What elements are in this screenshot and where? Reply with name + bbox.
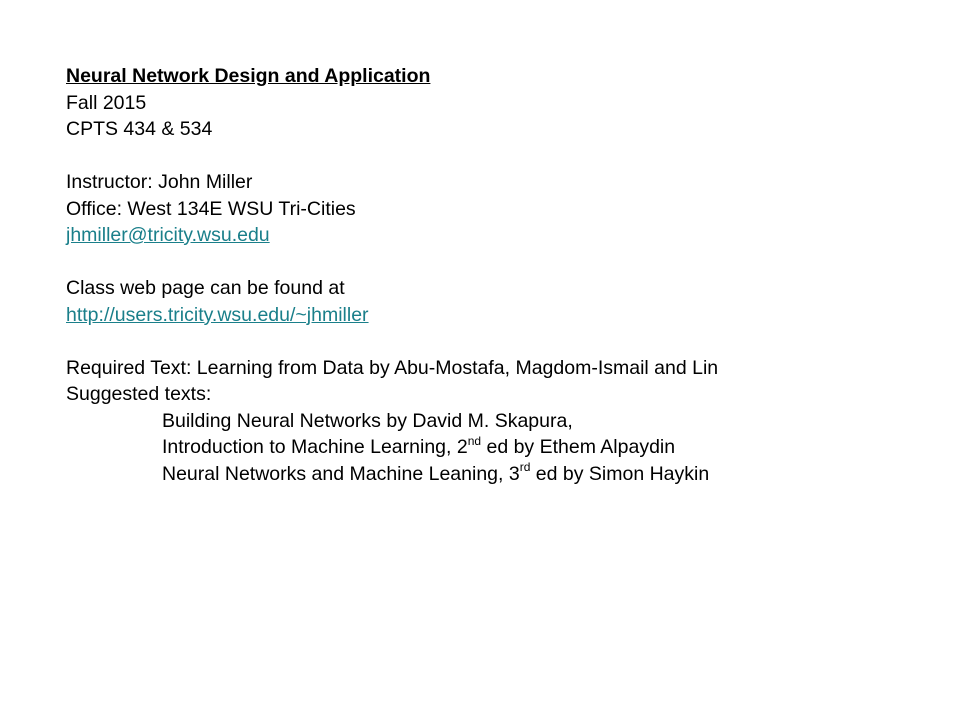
suggested-heading: Suggested texts: xyxy=(66,383,212,405)
course-number: CPTS 434 & 534 xyxy=(66,118,213,140)
suggested-text-2 xyxy=(66,434,946,461)
web-page-intro: Class web page can be found at xyxy=(66,277,345,299)
suggested-text-1: Building Neural Networks by David M. Skapura, xyxy=(162,409,573,432)
edition-superscript: rd xyxy=(519,460,531,474)
spacer xyxy=(66,328,946,355)
course-info xyxy=(66,63,946,487)
course-title: Neural Network Design and Application xyxy=(66,65,431,87)
required-text: Required Text: Learning from Data by Abu-Mostafa, Magdom-Ismail and Lin xyxy=(66,356,719,379)
suggested-text-3-author: ed by Simon Haykin xyxy=(530,462,710,485)
email-link[interactable]: jhmiller@tricity.wsu.edu xyxy=(66,224,270,246)
web-page-link[interactable]: http://users.tricity.wsu.edu/~jhmiller xyxy=(66,303,369,326)
suggested-text-2-author: ed by Ethem Alpaydin xyxy=(481,436,676,458)
spacer xyxy=(66,249,946,276)
instructor: Instructor: John Miller xyxy=(66,171,253,193)
term: Fall 2015 xyxy=(66,91,147,114)
suggested-text-3 xyxy=(66,461,946,488)
spacer xyxy=(66,143,946,170)
office: Office: West 134E WSU Tri-Cities xyxy=(66,197,356,220)
suggested-text-2-title: Introduction to Machine Learning, 2 xyxy=(162,436,468,458)
suggested-text-3-title: Neural Networks and Machine Leaning, 3 xyxy=(162,462,520,485)
edition-superscript: nd xyxy=(467,433,482,448)
